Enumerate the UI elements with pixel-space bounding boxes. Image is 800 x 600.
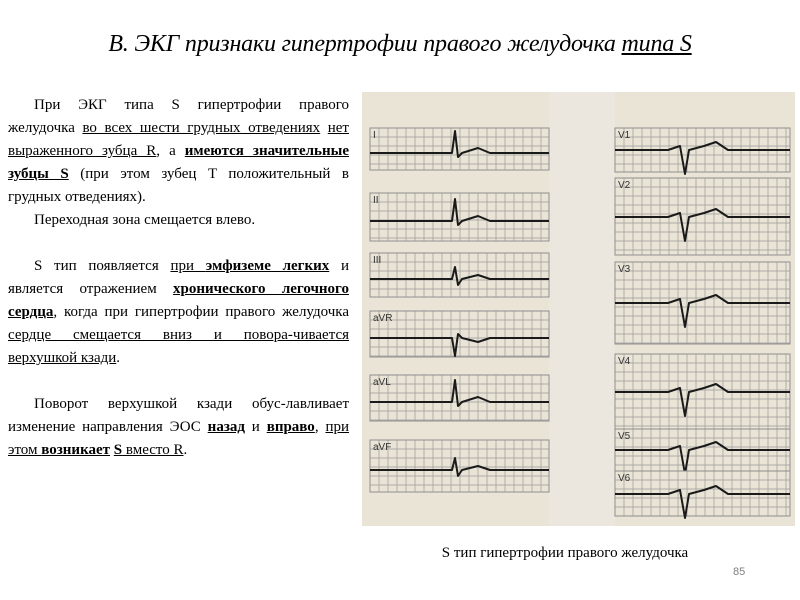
p4-text: Поворот верхушкой кзади обус-лавливает изменение направления ЭОС xyxy=(8,396,349,435)
lead-label-ii: II xyxy=(373,195,379,206)
lead-label-iii: III xyxy=(373,255,382,266)
p3-text-2: и является отражением xyxy=(8,258,349,297)
paragraph-2: Переходная зона смещается влево. xyxy=(34,212,256,228)
paragraph-3 xyxy=(8,255,349,370)
p4-bold-arises: возникает xyxy=(41,442,111,458)
p4-bold-s: S xyxy=(113,442,123,458)
lead-label-v6: V6 xyxy=(618,473,631,484)
p3-underline-rotation: сердце смещается вниз и повора-чивается верхушкой кзади xyxy=(8,327,349,366)
p1-text-2: , а xyxy=(156,143,185,159)
lead-label-v5: V5 xyxy=(618,431,631,442)
ecg-figure xyxy=(362,92,795,526)
p4-underline-instead-r: вместо R xyxy=(122,442,184,458)
p3-underline-pri: при xyxy=(170,258,206,274)
slide-title xyxy=(0,31,800,58)
title-prefix: B. ЭКГ признаки гипертрофии правого желудочка xyxy=(108,31,622,57)
p3-bold-cor-pulmonale: хронического легочного сердца xyxy=(8,281,349,320)
p1-space xyxy=(320,120,328,136)
p1-underline-no-r: нет выраженного зубца R xyxy=(8,120,349,159)
ecg-center-gap xyxy=(549,92,615,526)
lead-label-v2: V2 xyxy=(618,180,631,191)
p4-bold-back: назад xyxy=(207,419,245,435)
p4-bold-right: вправо xyxy=(266,419,315,435)
p4-underline-pri-etom: при этом xyxy=(8,419,349,458)
p3-text-3: , когда при гипертрофии правого желудочка xyxy=(53,304,349,320)
lead-label-avr: aVR xyxy=(373,313,393,324)
p3-period: . xyxy=(116,350,121,366)
lead-label-i: I xyxy=(373,130,376,141)
figure-caption: S тип гипертрофии правого желудочка xyxy=(441,545,689,561)
p1-text-3: (при этом зубец T положительный в грудных отведениях). xyxy=(8,166,349,205)
lead-label-v4: V4 xyxy=(618,356,631,367)
p3-bold-emphysema: эмфиземе легких xyxy=(205,258,330,274)
lead-label-avf: aVF xyxy=(373,442,392,453)
title-underlined-part: типа S xyxy=(621,31,692,57)
p4-comma: , xyxy=(314,419,326,435)
page-number: 85 xyxy=(733,566,746,578)
p4-and: и xyxy=(244,419,267,435)
body-text xyxy=(8,94,349,462)
lead-label-v3: V3 xyxy=(618,264,631,275)
p1-bold-s-waves: имеются значительные зубцы S xyxy=(8,143,349,182)
ecg-strips xyxy=(362,92,795,526)
p1-text: При ЭКГ типа S гипертрофии правого желудочка xyxy=(8,97,349,136)
paragraph-4 xyxy=(8,393,349,462)
paragraph-1 xyxy=(8,94,349,209)
lead-label-avl: aVL xyxy=(373,377,391,388)
p4-period: . xyxy=(183,442,188,458)
p1-underline-leads: во всех шести грудных отведениях xyxy=(82,120,321,136)
lead-label-v1: V1 xyxy=(618,130,631,141)
p3-text: S тип появляется xyxy=(34,258,171,274)
